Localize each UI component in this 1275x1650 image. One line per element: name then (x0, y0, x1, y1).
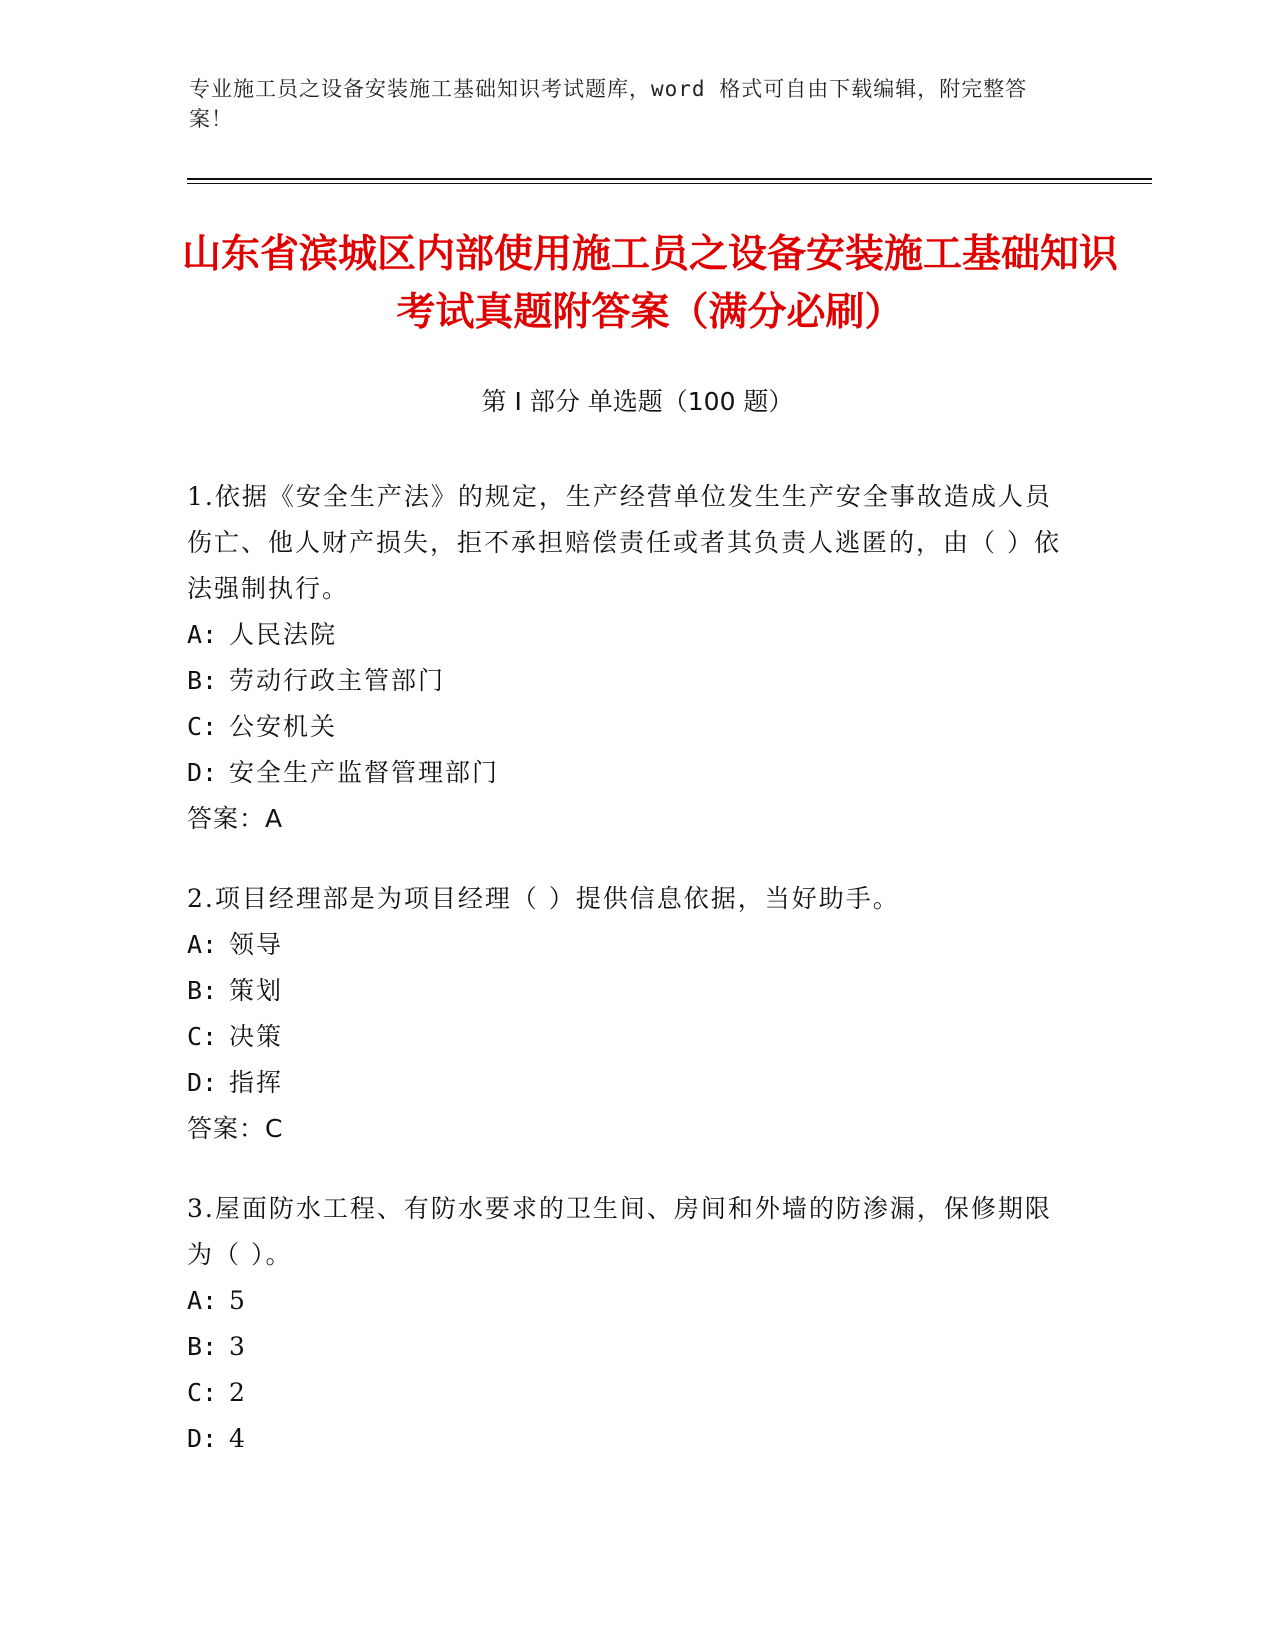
option-text: 安全生产监督管理部门 (229, 758, 500, 787)
option-a (187, 1278, 1067, 1324)
question-list (187, 474, 1067, 1496)
option-letter: A: (187, 620, 218, 649)
option-text: 2 (229, 1378, 247, 1407)
option-c (187, 1014, 1067, 1060)
option-letter: D: (187, 1424, 218, 1453)
option-letter: A: (187, 930, 218, 959)
option-text: 3 (229, 1332, 247, 1361)
option-letter: B: (187, 1332, 218, 1361)
option-letter: C: (187, 712, 218, 741)
option-letter: C: (187, 1022, 218, 1051)
question-2 (187, 876, 1067, 1152)
question-text: 3.屋面防水工程、有防水要求的卫生间、房间和外墙的防渗漏，保修期限为（ ）。 (187, 1194, 1052, 1269)
option-text: 指挥 (229, 1068, 284, 1097)
option-text: 策划 (229, 976, 284, 1005)
option-letter: D: (187, 1068, 218, 1097)
option-d (187, 750, 1067, 796)
option-text: 5 (229, 1286, 247, 1315)
option-c (187, 704, 1067, 750)
option-a (187, 612, 1067, 658)
option-d (187, 1060, 1067, 1106)
option-letter: B: (187, 976, 218, 1005)
document-title: 山东省滨城区内部使用施工员之设备安装施工基础知识考试真题附答案（满分必刷） (181, 232, 1118, 335)
option-text: 领导 (229, 930, 284, 959)
option-letter: D: (187, 758, 218, 787)
option-letter: A: (187, 1286, 218, 1315)
header-rule-thick (187, 178, 1152, 180)
option-letter: C: (187, 1378, 218, 1407)
answer-line: 答案：A (187, 804, 284, 833)
option-text: 公安机关 (229, 712, 338, 741)
question-3 (187, 1186, 1067, 1462)
answer-line: 答案：C (187, 1114, 284, 1143)
header-note: 专业施工员之设备安装施工基础知识考试题库，word 格式可自由下载编辑，附完整答案！ (189, 77, 1028, 131)
option-a (187, 922, 1067, 968)
question-1 (187, 474, 1067, 842)
option-b (187, 1324, 1067, 1370)
option-b (187, 658, 1067, 704)
section-title: 第 I 部分 单选题（100 题） (481, 387, 794, 416)
question-text: 2.项目经理部是为项目经理（ ）提供信息依据，当好助手。 (187, 884, 900, 913)
option-b (187, 968, 1067, 1014)
option-c (187, 1370, 1067, 1416)
header-rule-thin (187, 183, 1152, 184)
question-text: 1.依据《安全生产法》的规定，生产经营单位发生生产安全事故造成人员伤亡、他人财产损失，拒不承担赔偿责任或者其负责人逃匿的，由（ ）依法强制执行。 (187, 482, 1061, 603)
option-text: 人民法院 (229, 620, 338, 649)
option-text: 4 (229, 1424, 247, 1453)
option-d (187, 1416, 1067, 1462)
option-text: 劳动行政主管部门 (229, 666, 446, 695)
option-letter: B: (187, 666, 218, 695)
option-text: 决策 (229, 1022, 284, 1051)
